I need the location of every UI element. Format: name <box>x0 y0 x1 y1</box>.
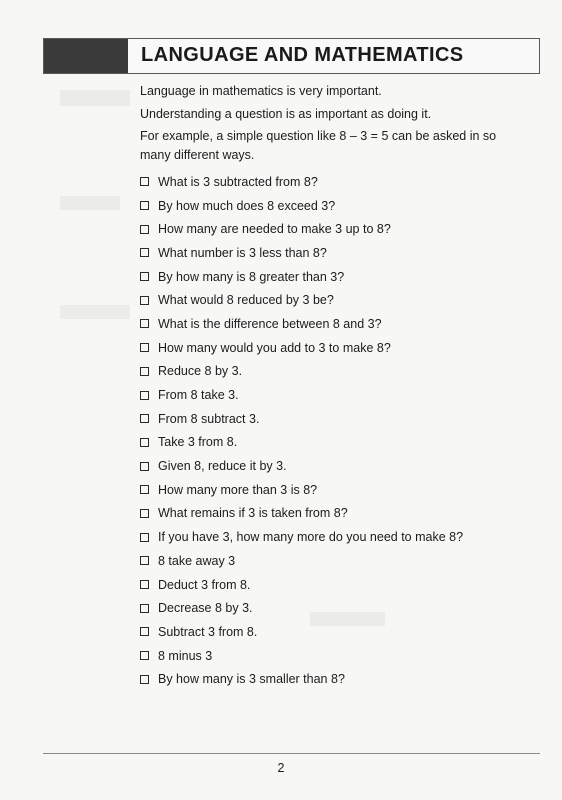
question-text: Take 3 from 8. <box>158 435 238 450</box>
intro-line-1: Language in mathematics is very important. <box>140 84 382 98</box>
list-item <box>140 644 463 668</box>
list-item <box>140 667 463 691</box>
list-item <box>140 312 463 336</box>
question-text: How many are needed to make 3 up to 8? <box>158 222 391 237</box>
checkbox-icon <box>140 272 149 281</box>
bleed-through-mark <box>60 305 130 319</box>
list-item <box>140 478 463 502</box>
list-item <box>140 265 463 289</box>
question-text: What would 8 reduced by 3 be? <box>158 293 334 308</box>
list-item <box>140 170 463 194</box>
footer-rule <box>43 753 540 754</box>
list-item <box>140 431 463 455</box>
question-text: If you have 3, how many more do you need to make 8? <box>158 530 464 545</box>
question-text: By how many is 3 smaller than 8? <box>158 672 345 687</box>
checkbox-icon <box>140 627 149 636</box>
question-text: Deduct 3 from 8. <box>158 577 251 592</box>
list-item <box>140 360 463 384</box>
list-item <box>140 241 463 265</box>
question-text: By how many is 8 greater than 3? <box>158 269 345 284</box>
intro-line-3: For example, a simple question like 8 – 3 = 5 can be asked in so <box>140 129 497 143</box>
question-text: By how much does 8 exceed 3? <box>158 198 336 213</box>
list-item <box>140 620 463 644</box>
list-item <box>140 288 463 312</box>
bleed-through-mark <box>60 90 130 106</box>
checkbox-icon <box>140 604 149 613</box>
page-title: LANGUAGE AND MATHEMATICS <box>141 44 464 66</box>
checkbox-icon <box>140 391 149 400</box>
checkbox-icon <box>140 201 149 210</box>
list-item <box>140 407 463 431</box>
question-text: 8 take away 3 <box>158 553 236 568</box>
checkbox-icon <box>140 485 149 494</box>
question-text: 8 minus 3 <box>158 648 213 663</box>
question-text: Reduce 8 by 3. <box>158 364 243 379</box>
checkbox-icon <box>140 414 149 423</box>
question-text: What number is 3 less than 8? <box>158 245 327 260</box>
question-text: From 8 take 3. <box>158 388 239 403</box>
list-item <box>140 454 463 478</box>
checkbox-icon <box>140 509 149 518</box>
checkbox-icon <box>140 462 149 471</box>
checkbox-icon <box>140 248 149 257</box>
checkbox-icon <box>140 533 149 542</box>
question-text: What is the difference between 8 and 3? <box>158 316 382 331</box>
checkbox-icon <box>140 438 149 447</box>
title-decoration-block <box>44 39 128 73</box>
list-item <box>140 549 463 573</box>
bleed-through-mark <box>60 196 120 210</box>
list-item <box>140 217 463 241</box>
checkbox-icon <box>140 367 149 376</box>
list-item <box>140 525 463 549</box>
checkbox-icon <box>140 580 149 589</box>
checkbox-icon <box>140 651 149 660</box>
question-text: What remains if 3 is taken from 8? <box>158 506 348 521</box>
checkbox-icon <box>140 343 149 352</box>
list-item <box>140 194 463 218</box>
title-bar <box>43 38 540 74</box>
question-text: What is 3 subtracted from 8? <box>158 174 318 189</box>
checkbox-icon <box>140 225 149 234</box>
question-text: Given 8, reduce it by 3. <box>158 459 287 474</box>
list-item <box>140 596 463 620</box>
question-text: How many more than 3 is 8? <box>158 482 318 497</box>
list-item <box>140 383 463 407</box>
list-item <box>140 573 463 597</box>
checkbox-icon <box>140 675 149 684</box>
question-text: From 8 subtract 3. <box>158 411 260 426</box>
question-list <box>140 170 463 691</box>
page-number: 2 <box>277 761 285 775</box>
list-item <box>140 502 463 526</box>
question-text: Subtract 3 from 8. <box>158 624 258 639</box>
checkbox-icon <box>140 296 149 305</box>
checkbox-icon <box>140 556 149 565</box>
question-text: Decrease 8 by 3. <box>158 601 253 616</box>
checkbox-icon <box>140 177 149 186</box>
question-text: How many would you add to 3 to make 8? <box>158 340 391 355</box>
list-item <box>140 336 463 360</box>
intro-line-4: many different ways. <box>140 148 255 162</box>
intro-line-2: Understanding a question is as important as doing it. <box>140 107 432 121</box>
checkbox-icon <box>140 319 149 328</box>
